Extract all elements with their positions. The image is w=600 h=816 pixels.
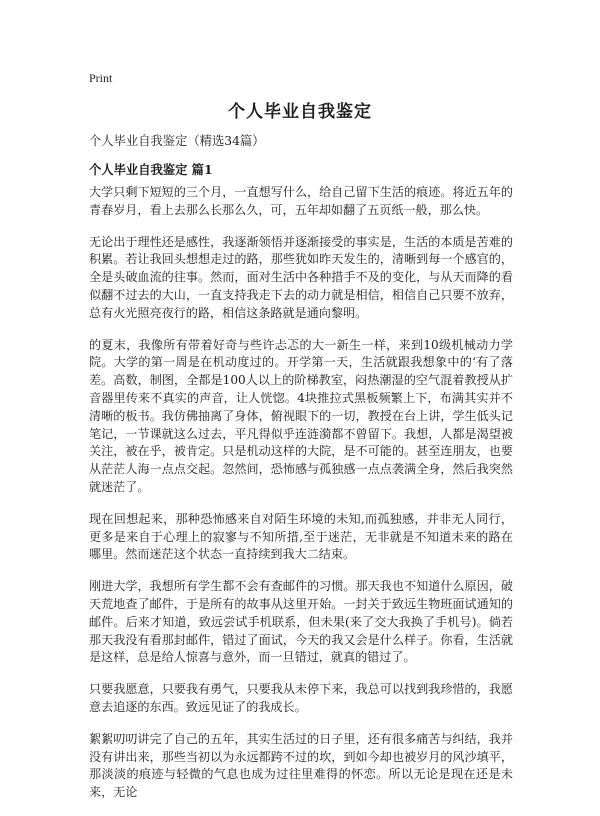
- section-heading: 个人毕业自我鉴定 篇1: [89, 162, 213, 177]
- document-body: [89, 184, 513, 816]
- paragraph: 大学只剩下短短的三个月，一直想写什么，给自己留下生活的痕迹。将近五年的青春岁月，看上去那么长那么久，可，五年却如翻了五页纸一般，那么快。: [89, 185, 513, 217]
- document-subtitle: 个人毕业自我鉴定（精选34篇）: [89, 134, 265, 148]
- paragraph: 只要我愿意，只要我有勇气，只要我从未停下来，我总可以找到我珍惜的，我愿意去追逐的东西。致远见证了的我成长。: [89, 682, 513, 714]
- paragraph: 絮絮叨叨讲完了自己的五年，其实生活过的日子里，还有很多痛苦与纠结，我并没有讲出来，那些当初以为永远都跨不过的坎，到如今却也被岁月的风沙填平，那淡淡的痕迹与轻微的气息也成为过往里难得的怀恋。所以无论是现在还是未来，无论: [89, 731, 513, 800]
- paragraph: 刚进大学，我想所有学生都不会有查邮件的习惯。那天我也不知道什么原因，破天荒地查了邮件，于是所有的故事从这里开始。一封关于致远生物班面试通知的邮件。后来才知道，致远尝试手机联系，但未果(来了交大我换了手机号)。倘若那天我没有看那封邮件，错过了面试，今天的我又会是什么样子。你看，生活就是这样，总是给人惊喜与意外，而一旦错过，就真的错过了。: [89, 579, 513, 665]
- paragraph: 现在回想起来，那种恐怖感来自对陌生环境的未知,而孤独感，并非无人同行，更多是来自于心理上的寂寥与不知所措,至于迷茫，无非就是不知道未来的路在哪里。然而迷茫这个状态一直持续到我大二结束。: [89, 511, 513, 562]
- document-title: 个人毕业自我鉴定: [228, 102, 372, 122]
- paragraph: 无论出于理性还是感性，我逐渐领悟并逐渐接受的事实是，生活的本质是苦难的积累。若让我回头想想走过的路，那些犹如昨天发生的，清晰到每一个感官的，全是头破血流的往事。然而，面对生活中各种措手不及的变化，与从天而降的看似翻不过去的大山，一直支持我走下去的动力就是相信，相信自己只要不放弃，总有火光照亮夜行的路，相信这条路就是通向黎明。: [89, 234, 513, 320]
- print-label: Print: [89, 71, 113, 85]
- paragraph: 的夏末，我像所有带着好奇与些许忐忑的大一新生一样，来到10级机械动力学院。大学的第一周是在机动度过的。开学第一天，生活就跟我想象中的‘有了落差。高数，制图，全都是100人以上的阶梯教室，闷热潮湿的空气混着教授从扩音器里传来不真实的声音，让人恍惚。4块推拉式黑板频繁上下，布满其实并不清晰的板书。我仿佛抽离了身体，俯视眼下的一切，教授在台上讲，学生低头记笔记，一节课就这么过去，平凡得似乎连涟漪都不曾留下。我想，人都是渴望被关注，被在乎，被肯定。只是机动这样的大院，是不可能的。甚至连朋友，也要从茫茫人海一点点交起。忽然间，恐怖感与孤独感一点点袭满全身，然后我突然就迷茫了。: [89, 337, 513, 494]
